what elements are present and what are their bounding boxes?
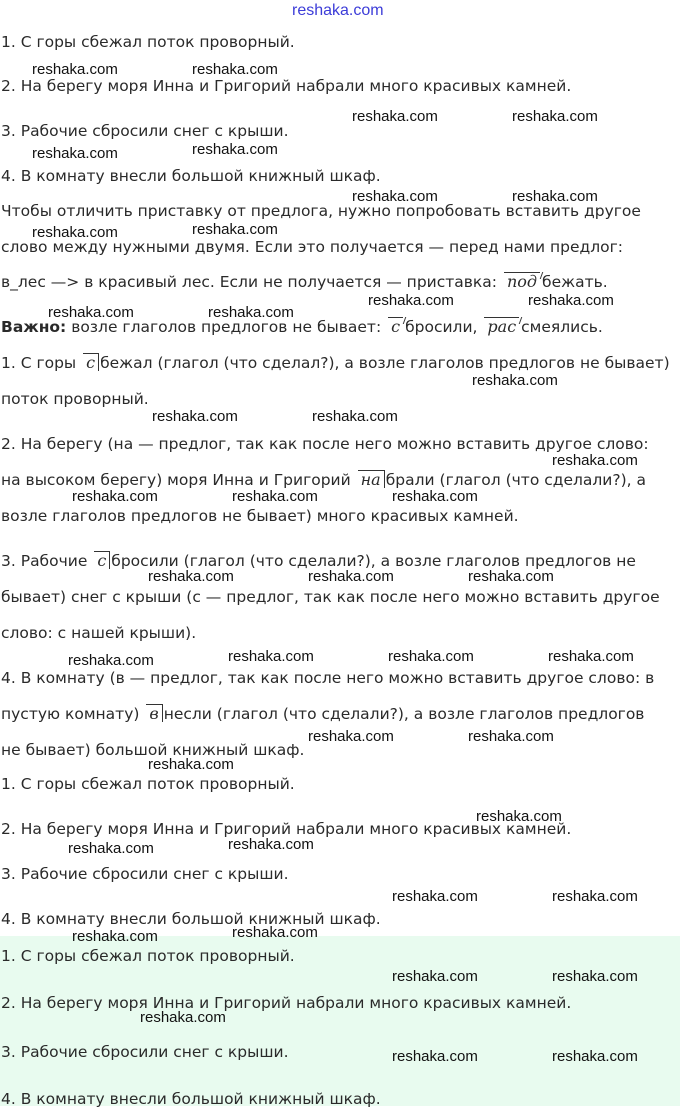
repeat-sentence-1: 1. С горы сбежал поток проворный. — [1, 775, 295, 793]
prefix-ras: рас — [484, 317, 519, 335]
watermark: reshaka.com — [352, 188, 438, 205]
watermark: reshaka.com — [68, 652, 154, 669]
watermark: reshaka.com — [140, 1009, 226, 1026]
watermark: reshaka.com — [228, 836, 314, 853]
watermark: reshaka.com — [392, 968, 478, 985]
analysis-text: брали (глагол (что сделали?), а — [385, 471, 647, 489]
analysis-2-line-3: возле глаголов предлогов не бывает) много красивых камней. — [1, 507, 519, 525]
watermark: reshaka.com — [552, 968, 638, 985]
prefix-pod: под — [504, 272, 540, 290]
answer-sentence-4: 4. В комнату внесли большой книжный шкаф. — [1, 1090, 381, 1108]
analysis-3-line-2: бывает) снег с крыши (с — предлог, так как после него можно вставить другое — [1, 588, 660, 606]
analysis-text: бросили (глагол (что сделали?), а возле глаголов предлогов не — [111, 552, 636, 570]
site-header-link[interactable]: reshaka.com — [292, 2, 384, 19]
watermark: reshaka.com — [192, 61, 278, 78]
watermark: reshaka.com — [48, 304, 134, 321]
prefix-na: на — [358, 470, 384, 488]
watermark: reshaka.com — [232, 924, 318, 941]
watermark: reshaka.com — [552, 452, 638, 469]
watermark: reshaka.com — [512, 108, 598, 125]
watermark: reshaka.com — [208, 304, 294, 321]
important-label: Важно: — [1, 318, 67, 336]
analysis-text: 1. С горы — [1, 354, 77, 372]
explanation-line-1: Чтобы отличить приставку от предлога, нужно попробовать вставить другое — [1, 202, 641, 220]
watermark: reshaka.com — [472, 372, 558, 389]
task-sentence-2: 2. На берегу моря Инна и Григорий набрали много красивых камней. — [1, 77, 572, 95]
prefix-v: в — [146, 704, 161, 722]
watermark: reshaka.com — [192, 221, 278, 238]
watermark: reshaka.com — [72, 928, 158, 945]
watermark: reshaka.com — [392, 888, 478, 905]
analysis-4-line-2 — [1, 704, 644, 724]
watermark: reshaka.com — [392, 1048, 478, 1065]
analysis-4-line-1: 4. В комнату (в — предлог, так как после него можно вставить другое слово: в — [1, 669, 655, 687]
watermark: reshaka.com — [32, 145, 118, 162]
watermark: reshaka.com — [308, 568, 394, 585]
prefix-s: с — [83, 353, 98, 371]
important-text: смеялись. — [521, 318, 603, 336]
watermark: reshaka.com — [468, 728, 554, 745]
watermark: reshaka.com — [68, 840, 154, 857]
analysis-text: несли (глагол (что сделали?), а возле глаголов предлогов — [163, 705, 645, 723]
analysis-2-line-1: 2. На берегу (на — предлог, так как после него можно вставить другое слово: — [1, 435, 649, 453]
explanation-text: в_лес —> в красивый лес. Если не получается — приставка: — [1, 273, 497, 291]
watermark: reshaka.com — [552, 888, 638, 905]
watermark: reshaka.com — [512, 188, 598, 205]
repeat-sentence-2: 2. На берегу моря Инна и Григорий набрали много красивых камней. — [1, 820, 572, 838]
watermark: reshaka.com — [148, 568, 234, 585]
watermark: reshaka.com — [476, 808, 562, 825]
repeat-sentence-4: 4. В комнату внесли большой книжный шкаф. — [1, 910, 381, 928]
watermark: reshaka.com — [152, 408, 238, 425]
analysis-text: на высоком берегу) моря Инна и Григорий — [1, 471, 351, 489]
watermark: reshaka.com — [32, 224, 118, 241]
watermark: reshaka.com — [192, 141, 278, 158]
important-text: возле глаголов предлогов не бывает: — [66, 318, 382, 336]
task-sentence-1: 1. С горы сбежал поток проворный. — [1, 33, 295, 51]
task-sentence-4: 4. В комнату внесли большой книжный шкаф. — [1, 167, 381, 185]
watermark: reshaka.com — [228, 648, 314, 665]
watermark: reshaka.com — [548, 648, 634, 665]
answer-sentence-3: 3. Рабочие сбросили снег с крыши. — [1, 1043, 289, 1061]
watermark: reshaka.com — [528, 292, 614, 309]
task-sentence-3: 3. Рабочие сбросили снег с крыши. — [1, 122, 289, 140]
watermark: reshaka.com — [148, 756, 234, 773]
explanation-line-2: слово между нужными двумя. Если это получается — перед нами предлог: — [1, 238, 623, 256]
watermark: reshaka.com — [32, 61, 118, 78]
analysis-1-line-2: поток проворный. — [1, 390, 149, 408]
analysis-text: пустую комнату) — [1, 705, 140, 723]
watermark: reshaka.com — [392, 488, 478, 505]
watermark: reshaka.com — [72, 488, 158, 505]
analysis-4-line-3: не бывает) большой книжный шкаф. — [1, 741, 305, 759]
watermark: reshaka.com — [308, 728, 394, 745]
watermark: reshaka.com — [552, 1048, 638, 1065]
analysis-text: 3. Рабочие — [1, 552, 88, 570]
prefix-s: с — [388, 317, 403, 335]
watermark: reshaka.com — [388, 648, 474, 665]
analysis-3-line-3: слово: с нашей крыши). — [1, 624, 197, 642]
repeat-sentence-3: 3. Рабочие сбросили снег с крыши. — [1, 865, 289, 883]
watermark: reshaka.com — [352, 108, 438, 125]
explanation-text: бежать. — [542, 273, 608, 291]
explanation-line-3 — [1, 272, 608, 292]
watermark: reshaka.com — [312, 408, 398, 425]
analysis-2-line-2 — [1, 470, 646, 490]
watermark: reshaka.com — [232, 488, 318, 505]
analysis-text: бежал (глагол (что сделал?), а возле глаголов предлогов не бывает) — [100, 354, 670, 372]
analysis-1-line-1 — [1, 353, 670, 373]
watermark: reshaka.com — [468, 568, 554, 585]
answer-sentence-1: 1. С горы сбежал поток проворный. — [1, 947, 295, 965]
answer-sentence-2: 2. На берегу моря Инна и Григорий набрали много красивых камней. — [1, 994, 572, 1012]
important-text: бросили, — [405, 318, 478, 336]
watermark: reshaka.com — [368, 292, 454, 309]
prefix-s: с — [94, 551, 109, 569]
